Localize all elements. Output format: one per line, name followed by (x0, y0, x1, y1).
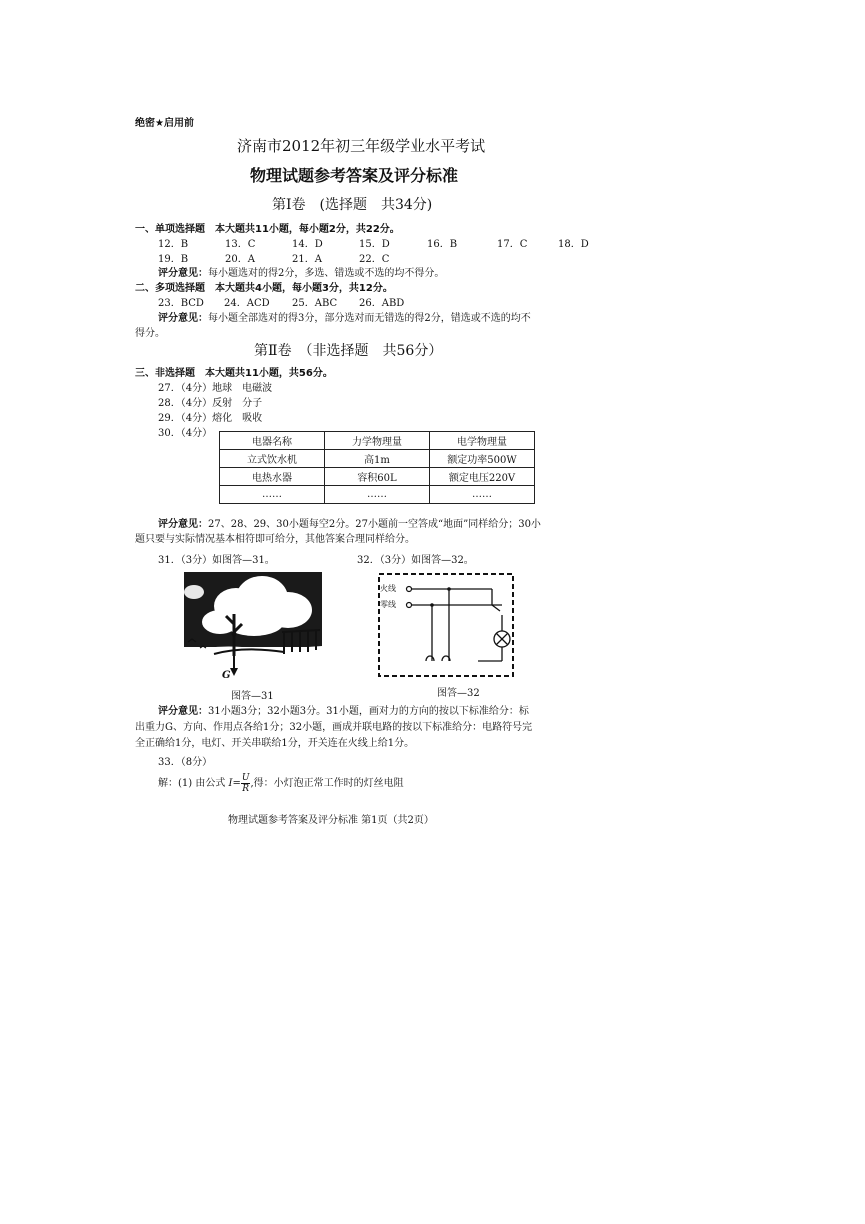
answer: 17．C (497, 239, 528, 250)
sec1-heading: 一、单项选择题 本大题共11小题，每小题2分，共22分。 (135, 224, 400, 235)
figure-31-caption: 图答—31 (231, 691, 274, 702)
page-footer: 物理试题参考答案及评分标准 第1页（共2页） (228, 815, 434, 826)
answer-27: 27．（4分）地球 电磁波 (158, 383, 273, 394)
exam-title: 济南市2012年初三年级学业水平考试 (237, 137, 486, 155)
answer-table (219, 431, 535, 504)
answer: 26．ABD (359, 298, 405, 309)
note-label: 评分意见： (158, 519, 208, 530)
gravity-label: G (222, 670, 231, 681)
note-text: 每小题选对的得2分，多选、错选或不选的均不得分。 (208, 268, 445, 279)
figure-32-caption: 图答—32 (437, 688, 480, 699)
table-cell: 容积60L (325, 468, 430, 486)
table-cell: 高1m (325, 450, 430, 468)
answer: 12．B (158, 239, 189, 250)
table-cell: …… (220, 486, 325, 504)
table-header: 电器名称 (220, 432, 325, 450)
solution-prefix: 解：(1) 由公式 (158, 778, 226, 789)
answer-28: 28．（4分）反射 分子 (158, 398, 263, 409)
circuit-wires (411, 589, 502, 661)
answer: 14．D (292, 239, 323, 250)
note-text: 出重力G、方向、作用点各给1分；32小题，画成并联电路的按以下标准给分：电路符号完 (135, 722, 533, 733)
answer: 24．ACD (224, 298, 270, 309)
answer-31: 31．（3分）如图答—31。 (158, 555, 275, 566)
socket-symbol (426, 656, 450, 661)
note-text: 31小题3分；32小题3分。31小题，画对力的方向的按以下标准给分：标 (208, 706, 529, 717)
answer: 15．D (359, 239, 390, 250)
formula-denominator: R (242, 784, 250, 794)
answer: 18．D (558, 239, 589, 250)
sky-cloud (184, 585, 204, 599)
grading-note (158, 264, 444, 279)
table-header: 电学物理量 (430, 432, 535, 450)
table-row (220, 450, 535, 468)
grading-note (158, 309, 531, 324)
answer: 13．C (225, 239, 256, 250)
answer: 19．B (158, 254, 189, 265)
table-cell: 额定电压220V (430, 468, 535, 486)
neutral-wire-label: 零线 (380, 600, 396, 609)
table-cell: …… (325, 486, 430, 504)
answer-33: 33．（8分） (158, 757, 213, 768)
answer-30: 30．（4分） (158, 428, 213, 439)
answer: 20．A (225, 254, 255, 265)
table-header-row (220, 432, 535, 450)
note-text: 全正确给1分，电灯、开关串联给1分，开关连在火线上给1分。 (135, 738, 415, 749)
live-wire-label: 火线 (380, 584, 396, 593)
answer: 25．ABC (292, 298, 338, 309)
answer: 16．B (427, 239, 458, 250)
force-point (232, 632, 237, 637)
doc-title: 物理试题参考答案及评分标准 (250, 166, 459, 185)
answer: 22．C (359, 254, 390, 265)
formula-lhs: I= (228, 778, 241, 789)
part2-title: 第Ⅱ卷 （非选择题 共56分） (254, 343, 443, 359)
answer: 21．A (292, 254, 322, 265)
grading-note (158, 515, 541, 530)
note-label: 评分意见： (158, 706, 208, 717)
confidential-mark: 绝密★启用前 (135, 118, 194, 129)
formula-numerator: U (241, 773, 250, 783)
answer-32: 32．（3分）如图答—32。 (357, 555, 474, 566)
lamp-symbol (494, 631, 510, 647)
solution-line (158, 773, 404, 794)
table-header: 力学物理量 (325, 432, 430, 450)
note-label: 评分意见： (158, 313, 208, 324)
neutral-terminal (407, 603, 412, 608)
table-row (220, 468, 535, 486)
table-row (220, 486, 535, 504)
table-cell: 电热水器 (220, 468, 325, 486)
note-label: 评分意见： (158, 268, 208, 279)
sec2-heading: 二、多项选择题 本大题共4小题，每小题3分，共12分。 (135, 283, 393, 294)
note-text: 27、28、29、30小题每空2分。27小题前一空答成“地面”同样给分；30小 (208, 519, 541, 530)
table-cell: …… (430, 486, 535, 504)
table-cell: 额定功率500W (430, 450, 535, 468)
note-text: 得分。 (135, 328, 165, 339)
grading-note (158, 702, 529, 717)
figure-31 (184, 572, 322, 684)
note-text: 每小题全部选对的得3分，部分选对而无错选的得2分，错选或不选的均不 (208, 313, 531, 324)
figure-32 (376, 571, 516, 679)
part1-title: 第Ⅰ卷 (选择题 共34分) (272, 197, 433, 213)
note-text: 题只要与实际情况基本相符即可给分，其他答案合理同样给分。 (135, 534, 415, 545)
live-terminal (407, 587, 412, 592)
answer: 23．BCD (158, 298, 204, 309)
sec3-heading: 三、非选择题 本大题共11小题，共56分。 (135, 368, 333, 379)
table-cell: 立式饮水机 (220, 450, 325, 468)
solution-suffix: ,得：小灯泡正常工作时的灯丝电阻 (250, 778, 404, 789)
answer-29: 29．（4分）熔化 吸收 (158, 413, 263, 424)
